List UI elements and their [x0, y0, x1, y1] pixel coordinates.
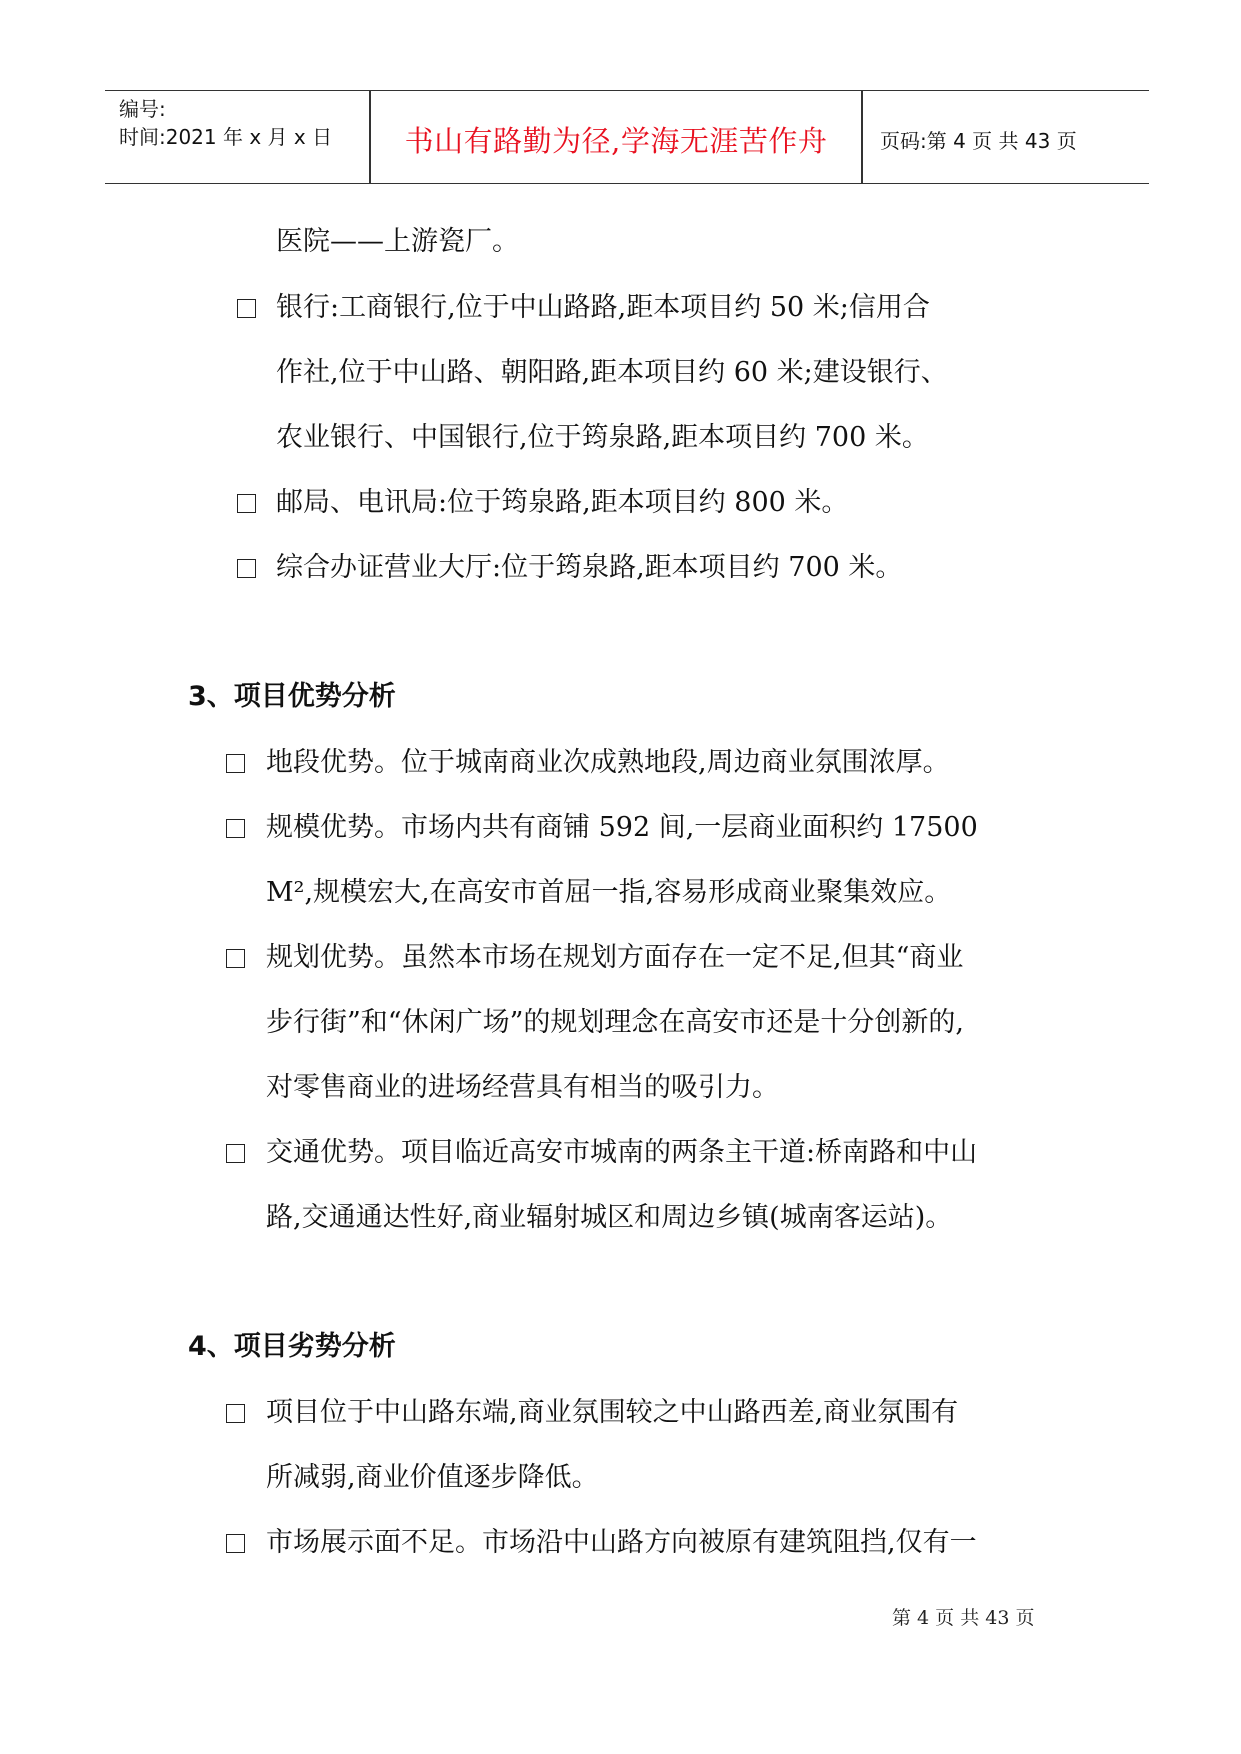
body-line: 地段优势。位于城南商业次成熟地段,周边商业氛围浓厚。 — [266, 747, 950, 778]
body-line: 市场展示面不足。市场沿中山路方向被原有建筑阻挡,仅有一 — [266, 1527, 977, 1558]
checkbox-icon — [237, 559, 256, 578]
body-line: 路,交通通达性好,商业辐射城区和周边乡镇(城南客运站)。 — [266, 1202, 953, 1233]
header-page-number: 页码:第 4 页 共 43 页 — [880, 129, 1077, 153]
body-line: 步行街”和“休闲广场”的规划理念在高安市还是十分创新的, — [266, 1007, 964, 1038]
body-line: 农业银行、中国银行,位于筠泉路,距本项目约 700 米。 — [276, 422, 929, 453]
checkbox-icon — [226, 819, 245, 838]
body-line: 银行:工商银行,位于中山路路,距本项目约 50 米;信用合 — [276, 292, 930, 323]
body-line: 邮局、电讯局:位于筠泉路,距本项目约 800 米。 — [276, 487, 849, 518]
header-info — [119, 95, 332, 151]
header-motto: 书山有路勤为径,学海无涯苦作舟 — [404, 124, 828, 158]
checkbox-icon — [226, 1534, 245, 1553]
body-line: 医院——上游瓷厂。 — [276, 226, 519, 257]
checkbox-icon — [237, 299, 256, 318]
page-header — [105, 90, 1149, 184]
body-line: 对零售商业的进场经营具有相当的吸引力。 — [266, 1072, 779, 1103]
checkbox-icon — [226, 754, 245, 773]
header-time: 时间:2021 年 x 月 x 日 — [119, 125, 333, 149]
header-divider — [861, 91, 863, 183]
body-line: 项目位于中山路东端,商业氛围较之中山路西差,商业氛围有 — [266, 1397, 959, 1428]
body-line: M²,规模宏大,在高安市首屈一指,容易形成商业聚集效应。 — [266, 877, 952, 908]
body-line: 作社,位于中山路、朝阳路,距本项目约 60 米;建设银行、 — [276, 357, 948, 388]
checkbox-icon — [226, 1144, 245, 1163]
body-line: 所减弱,商业价值逐步降低。 — [266, 1462, 599, 1493]
body-line: 规模优势。市场内共有商铺 592 间,一层商业面积约 17500 — [266, 812, 978, 843]
section-heading: 4、项目劣势分析 — [188, 1331, 396, 1362]
header-number: 编号: — [119, 97, 166, 121]
page-footer: 第 4 页 共 43 页 — [892, 1607, 1035, 1629]
body-line: 规划优势。虽然本市场在规划方面存在一定不足,但其“商业 — [266, 942, 964, 973]
checkbox-icon — [226, 1404, 245, 1423]
body-line: 交通优势。项目临近高安市城南的两条主干道:桥南路和中山 — [266, 1137, 978, 1168]
checkbox-icon — [226, 949, 245, 968]
body-line: 综合办证营业大厅:位于筠泉路,距本项目约 700 米。 — [276, 552, 903, 583]
checkbox-icon — [237, 494, 256, 513]
section-heading: 3、项目优势分析 — [188, 681, 396, 712]
